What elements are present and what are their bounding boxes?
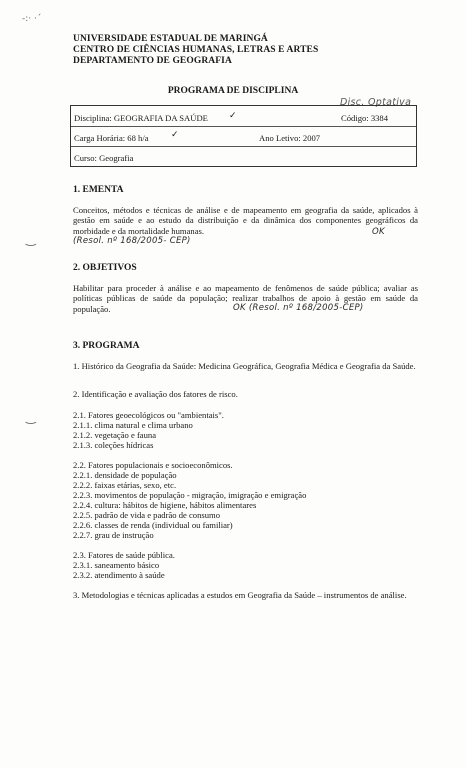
curso-label: Curso: Geografia — [74, 153, 134, 163]
list-item: 2.3.2. atendimento à saúde — [73, 570, 165, 580]
ementa-heading: 1. EMENTA — [73, 185, 124, 195]
list-item: 2.2.1. densidade de população — [73, 470, 177, 480]
codigo-label: Código: 3384 — [341, 113, 389, 123]
list-item: 2.3. Fatores de saúde pública. — [73, 550, 175, 560]
box-divider — [71, 146, 416, 147]
list-item: 2.2.5. padrão de vida e padrão de consumo — [73, 510, 221, 520]
handwritten-ok: OK — [372, 227, 385, 237]
ementa-text: Conceitos, métodos e técnicas de análise e de mapeamento em geografia da saúde, aplicados à gestão em saúde e ao estudo da distribuição e da dinâmica dos componentes geográficos da morbidade e da mortalidade humanas. — [73, 205, 418, 236]
carga-horaria-label: Carga Horária: 68 h/a — [74, 133, 149, 143]
list-item: 2.2.6. classes de renda (individual ou familiar) — [73, 520, 233, 530]
programa-heading: 3. PROGRAMA — [73, 341, 140, 351]
handwritten-resolution-note: (Resol. nº 168/2005- CEP) — [73, 236, 191, 246]
corner-scribble-mark: -:· ·´ — [22, 14, 42, 24]
objetivos-text: Habilitar para proceder à análise e ao mapeamento de fenômenos de saúde pública; avaliar as políticas públicas de saúde da população; realizar trabalhos de apoio à gestão em saúde da população. — [73, 283, 418, 314]
list-item: 2.2.7. grau de instrução — [73, 530, 154, 540]
disciplina-label: Disciplina: GEOGRAFIA DA SAÚDE — [74, 113, 208, 123]
programa-item-3: 3. Metodologias e técnicas aplicadas a estudos em Geografia da Saúde – instrumentos de análise. — [73, 590, 407, 600]
box-divider — [71, 126, 416, 127]
list-item: 2.2.2. faixas etárias, sexo, etc. — [73, 480, 177, 490]
programa-item-2: 2. Identificação e avaliação dos fatores de risco. — [73, 389, 238, 399]
list-item: 2.2.4. cultura: hábitos de higiene, hábitos alimentares — [73, 500, 257, 510]
list-item: 2.1.1. clima natural e clima urbano — [73, 420, 193, 430]
margin-tick: ‿ — [26, 232, 36, 246]
page-title: PROGRAMA DE DISCIPLINA — [167, 86, 299, 96]
list-item: 2.3.1. saneamento básico — [73, 560, 160, 570]
course-info-box — [70, 105, 417, 167]
department-name: DEPARTAMENTO DE GEOGRAFIA — [73, 56, 232, 66]
university-name: UNIVERSIDADE ESTADUAL DE MARINGÁ — [73, 34, 268, 44]
programa-item-1: 1. Histórico da Geografia da Saúde: Medicina Geográfica, Geografia Médica e Geografia da Saúde. — [73, 361, 416, 371]
check-mark: ✓ — [229, 111, 237, 121]
objetivos-heading: 2. OBJETIVOS — [73, 263, 137, 273]
ano-letivo-label: Ano Letivo: 2007 — [259, 133, 321, 143]
handwritten-ok-resolution-note: OK (Resol. nº 168/2005-CEP) — [233, 303, 364, 313]
center-name: CENTRO DE CIÊNCIAS HUMANAS, LETRAS E ARTES — [73, 45, 319, 55]
list-item: 2.1.3. coleções hídricas — [73, 440, 154, 450]
list-item: 2.1.2. vegetação e fauna — [73, 430, 157, 440]
check-mark: ✓ — [171, 130, 179, 140]
handwritten-optativa-note: Disc. Optativa — [340, 97, 412, 108]
margin-tick: ‿ — [26, 410, 36, 424]
list-item: 2.1. Fatores geoecológicos ou "ambientais". — [73, 410, 224, 420]
list-item: 2.2. Fatores populacionais e socioeconômicos. — [73, 460, 233, 470]
list-item: 2.2.3. movimentos de população - migração, imigração e emigração — [73, 490, 307, 500]
